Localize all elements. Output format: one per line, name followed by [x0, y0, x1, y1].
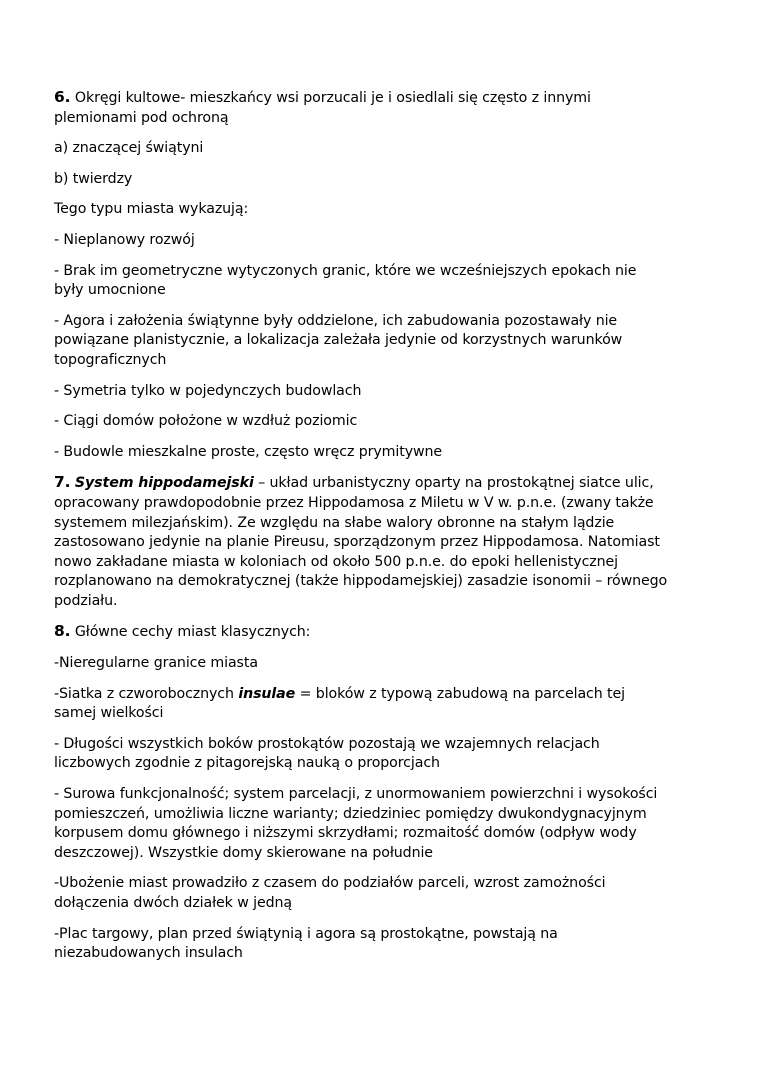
section-8-item: - Surowa funkcjonalność; system parcelacji, z unormowaniem powierzchni i wysokości pomieszczeń, umożliwia liczne warianty; dziedziniec pomiędzy dwukondygnacyjnym korpusem domu głównego i niższymi skrzydłami; rozmaitość domów (odpływ wody deszczowej). Wszystkie domy skierowane na południe: [54, 786, 658, 861]
section-8-insulae-term: insulae: [238, 685, 296, 702]
section-7-text: – układ urbanistyczny oparty na prostokątnej siatce ulic, opracowany prawdopodobnie przez Hippodamosa z Miletu w V w. p.n.e. (zwany także systemem milezjańskim). Ze względu na słabe walory obronne na stałym lądzie zastosowano jedynie na planie Pireusu, sporządzonym przez Hippodamosa. Natomiast nowo zakładane miasta w koloniach od około 500 p.n.e. do epoki hellenistycznej rozplanowano na demokratycznej (także hippodamejskiej) zasadzie isonomii – równego podziału.: [54, 475, 668, 609]
section-8-heading: [54, 622, 670, 643]
section-8-item-insulae: [54, 685, 670, 724]
section-6-bullet: - Agora i założenia świątynne były oddzielone, ich zabudowania pozostawały nie powiązane planistycznie, a lokalizacja zależała jedynie od korzystnych warunków topograficznych: [54, 312, 623, 368]
section-8-number: 8.: [54, 622, 71, 641]
section-8-item: -Plac targowy, plan przed świątynią i agora są prostokątne, powstają na niezabudowanych insulach: [54, 925, 558, 962]
section-8-item: - Długości wszystkich boków prostokątów pozostają we wzajemnych relacjach liczbowych zgodnie z pitagorejską nauką o proporcjach: [54, 735, 600, 772]
section-8-item-insulae-before: -Siatka z czworobocznych: [54, 685, 239, 702]
section-8-item: -Nieregularne granice miasta: [54, 655, 258, 672]
section-8-item-insulae-after: = bloków z typową zabudową na parcelach tej samej wielkości: [54, 685, 625, 722]
section-6-number: 6.: [54, 88, 71, 106]
section-6-bullet: - Nieplanowy rozwój: [54, 231, 195, 248]
section-8-heading-text: Główne cechy miast klasycznych:: [74, 624, 311, 641]
section-6-option-b: b) twierdzy: [54, 170, 133, 187]
section-6-option-a: a) znaczącej świątyni: [54, 140, 204, 157]
section-6-bullet: - Symetria tylko w pojedynczych budowlach: [54, 382, 362, 399]
section-6-lead: Tego typu miasta wykazują:: [54, 201, 249, 218]
section-7-term: System hippodamejski: [74, 475, 254, 492]
section-6-bullet: - Brak im geometryczne wytyczonych granic, które we wcześniejszych epokach nie były umocnione: [54, 262, 637, 299]
section-8-item: -Ubożenie miast prowadziło z czasem do podziałów parceli, wzrost zamożności dołączenia dwóch działek w jedną: [54, 875, 606, 911]
section-7-number: 7.: [54, 473, 71, 492]
section-6-bullet: - Budowle mieszkalne proste, często wręcz prymitywne: [54, 443, 443, 460]
section-6-intro-text: Okręgi kultowe- mieszkańcy wsi porzucali je i osiedlali się często z innymi plemionami pod ochroną: [54, 90, 591, 126]
section-6-bullet: - Ciągi domów położone w wzdłuż poziomic: [54, 413, 358, 430]
section-6-intro: [54, 88, 670, 128]
section-7-paragraph: [54, 473, 670, 611]
